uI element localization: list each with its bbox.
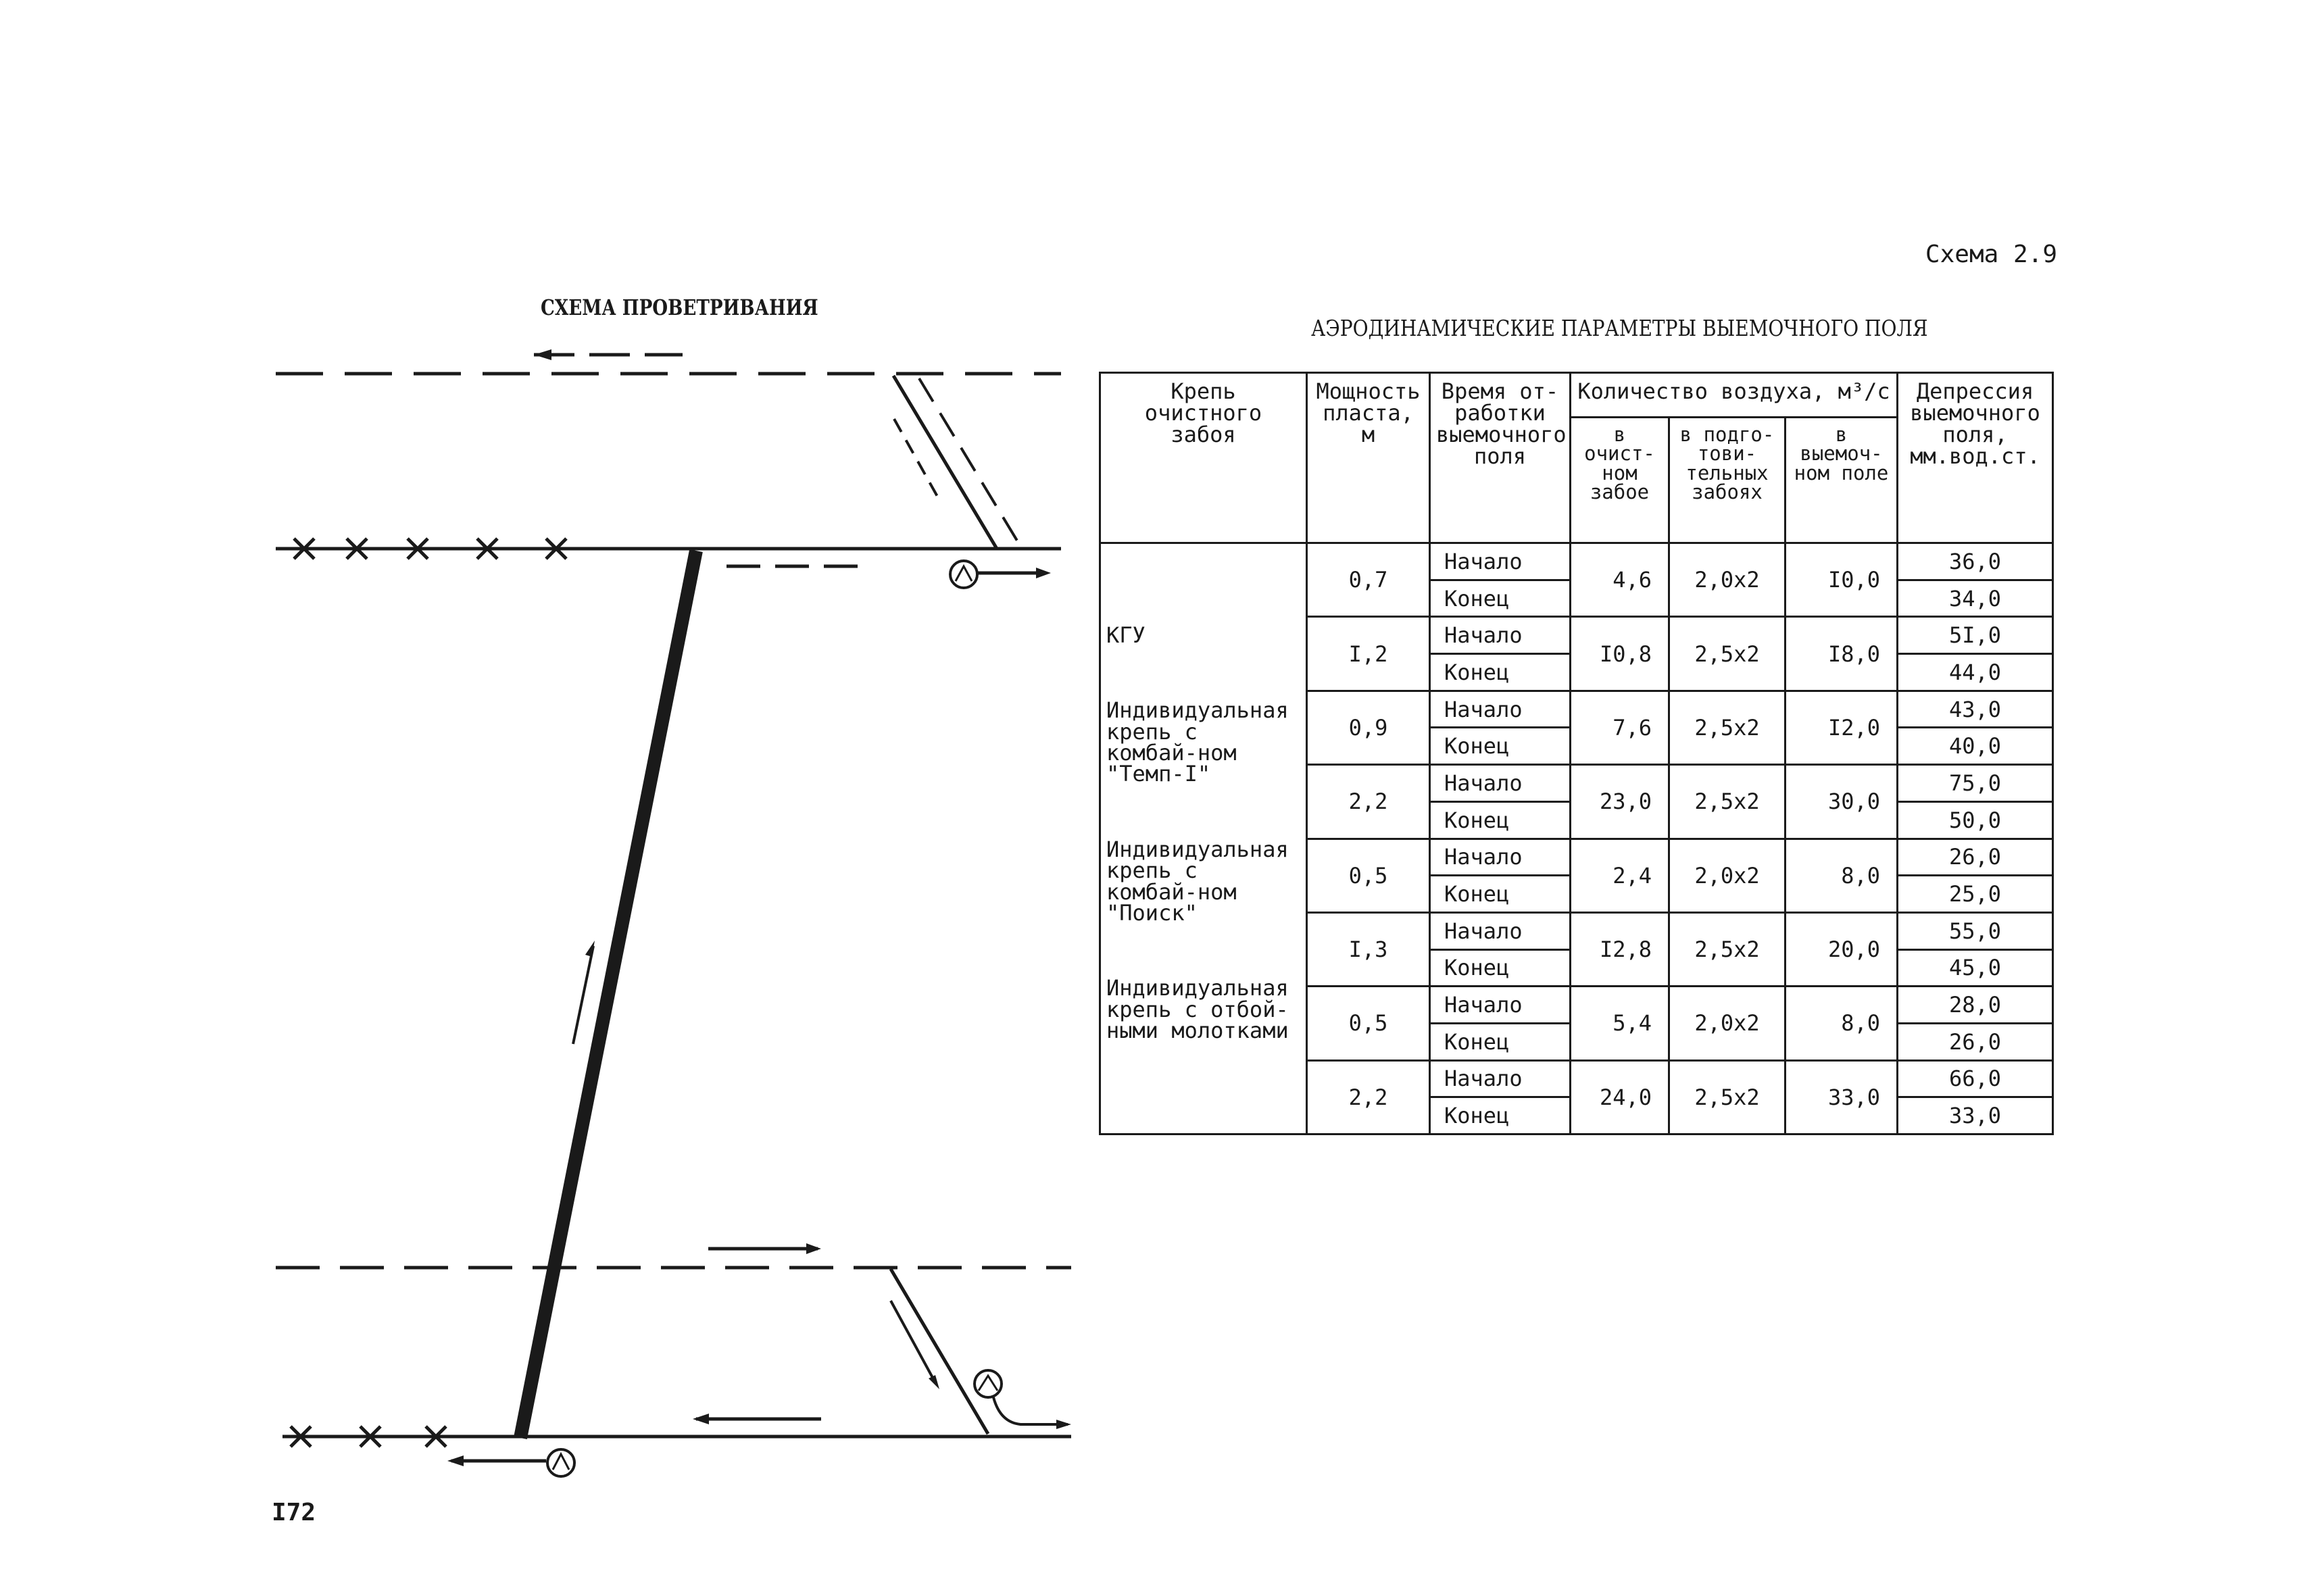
air-field-cell: I2,0 bbox=[1786, 691, 1898, 764]
air-field-cell: 8,0 bbox=[1786, 987, 1898, 1060]
header-thickness: Мощность пласта, м bbox=[1307, 373, 1430, 543]
air-field-cell: 33,0 bbox=[1786, 1060, 1898, 1134]
schema-label: Схема 2.9 bbox=[1925, 241, 2057, 268]
air-face-cell: 2,4 bbox=[1571, 839, 1669, 912]
lower-crosscut bbox=[891, 1269, 988, 1434]
table-body bbox=[1100, 543, 2053, 1134]
phase-cell: Конец bbox=[1430, 1023, 1571, 1060]
table-row bbox=[1100, 543, 2053, 580]
air-field-cell: 8,0 bbox=[1786, 839, 1898, 912]
air-field-cell: I0,0 bbox=[1786, 543, 1898, 617]
air-prep-cell: 2,5x2 bbox=[1669, 1060, 1786, 1134]
air-field-cell: 30,0 bbox=[1786, 765, 1898, 839]
depression-cell: 50,0 bbox=[1898, 801, 2053, 839]
phase-cell: Начало bbox=[1430, 765, 1571, 802]
phase-cell: Конец bbox=[1430, 949, 1571, 987]
thickness-cell: 2,2 bbox=[1307, 765, 1430, 839]
support-type: Индивидуальная крепь с комбай-ном "Темп-I" bbox=[1106, 697, 1289, 787]
air-prep-cell: 2,5x2 bbox=[1669, 691, 1786, 764]
air-prep-cell: 2,5x2 bbox=[1669, 912, 1786, 986]
depression-cell: 55,0 bbox=[1898, 912, 2053, 949]
depression-cell: 44,0 bbox=[1898, 654, 2053, 691]
air-face-cell: 24,0 bbox=[1571, 1060, 1669, 1134]
air-face-cell: I0,8 bbox=[1571, 617, 1669, 691]
phase-cell: Начало bbox=[1430, 691, 1571, 728]
support-type: Индивидуальная крепь с комбай-ном "Поиск" bbox=[1106, 836, 1289, 926]
header-air-prep: в подго-тови-тельных забоях bbox=[1669, 418, 1786, 543]
longwall-face bbox=[520, 551, 696, 1438]
depression-cell: 36,0 bbox=[1898, 543, 2053, 580]
airflow-arrow-diag-up bbox=[894, 419, 939, 500]
phase-cell: Начало bbox=[1430, 1060, 1571, 1097]
phase-cell: Конец bbox=[1430, 876, 1571, 913]
depression-cell: 43,0 bbox=[1898, 691, 2053, 728]
ventilation-diagram bbox=[0, 0, 1095, 1596]
thickness-cell: 0,5 bbox=[1307, 987, 1430, 1060]
depression-cell: 28,0 bbox=[1898, 987, 2053, 1024]
depression-cell: 66,0 bbox=[1898, 1060, 2053, 1097]
phase-cell: Начало bbox=[1430, 912, 1571, 949]
depression-cell: 45,0 bbox=[1898, 949, 2053, 987]
air-prep-cell: 2,0x2 bbox=[1669, 987, 1786, 1060]
table-title: АЭРОДИНАМИЧЕСКИЕ ПАРАМЕТРЫ ВЫЕМОЧНОГО ПОЛЯ bbox=[1311, 315, 1928, 341]
air-face-cell: 4,6 bbox=[1571, 543, 1669, 617]
phase-cell: Начало bbox=[1430, 987, 1571, 1024]
airflow-arrow-diag-low bbox=[891, 1301, 936, 1384]
air-prep-cell: 2,0x2 bbox=[1669, 543, 1786, 617]
air-field-cell: I8,0 bbox=[1786, 617, 1898, 691]
airflow-arrow-face bbox=[573, 946, 593, 1044]
thickness-cell: I,2 bbox=[1307, 617, 1430, 691]
depression-cell: 33,0 bbox=[1898, 1097, 2053, 1134]
page-number: I72 bbox=[272, 1499, 316, 1526]
thickness-cell: 0,7 bbox=[1307, 543, 1430, 617]
phase-cell: Конец bbox=[1430, 728, 1571, 765]
depression-cell: 26,0 bbox=[1898, 1023, 2053, 1060]
depression-cell: 25,0 bbox=[1898, 876, 2053, 913]
phase-cell: Конец bbox=[1430, 801, 1571, 839]
support-types-cell bbox=[1100, 543, 1307, 1134]
air-prep-cell: 2,5x2 bbox=[1669, 617, 1786, 691]
header-air-face: в очист-ном забое bbox=[1571, 418, 1669, 543]
diagram-title: СХЕМА ПРОВЕТРИВАНИЯ bbox=[541, 295, 818, 320]
aerodynamic-parameters-table bbox=[1099, 372, 2054, 1135]
phase-cell: Начало bbox=[1430, 617, 1571, 654]
phase-cell: Конец bbox=[1430, 654, 1571, 691]
goaf-crosses bbox=[291, 539, 566, 1447]
phase-cell: Конец bbox=[1430, 1097, 1571, 1134]
thickness-cell: 0,9 bbox=[1307, 691, 1430, 764]
phase-cell: Конец bbox=[1430, 580, 1571, 617]
thickness-cell: 2,2 bbox=[1307, 1060, 1430, 1134]
air-field-cell: 20,0 bbox=[1786, 912, 1898, 986]
arrowhead bbox=[534, 349, 551, 360]
air-prep-cell: 2,0x2 bbox=[1669, 839, 1786, 912]
air-prep-cell: 2,5x2 bbox=[1669, 765, 1786, 839]
header-time: Время от-работки выемочного поля bbox=[1430, 373, 1571, 543]
header-support: Крепь очистного забоя bbox=[1100, 373, 1307, 543]
header-air: Количество воздуха, м³/с bbox=[1571, 373, 1898, 418]
upper-crosscut-dashed bbox=[919, 378, 1017, 541]
phase-cell: Начало bbox=[1430, 543, 1571, 580]
thickness-cell: 0,5 bbox=[1307, 839, 1430, 912]
air-face-cell: 5,4 bbox=[1571, 987, 1669, 1060]
header-depression: Депрессия выемочного поля, мм.вод.ст. bbox=[1898, 373, 2053, 543]
air-face-cell: 7,6 bbox=[1571, 691, 1669, 764]
depression-cell: 26,0 bbox=[1898, 839, 2053, 876]
thickness-cell: I,3 bbox=[1307, 912, 1430, 986]
air-face-cell: 23,0 bbox=[1571, 765, 1669, 839]
phase-cell: Начало bbox=[1430, 839, 1571, 876]
depression-cell: 40,0 bbox=[1898, 728, 2053, 765]
support-type: Индивидуальная крепь с отбой-ными молотками bbox=[1106, 975, 1289, 1043]
depression-cell: 34,0 bbox=[1898, 580, 2053, 617]
support-type: КГУ bbox=[1106, 622, 1146, 648]
depression-cell: 75,0 bbox=[1898, 765, 2053, 802]
header-air-field: в выемоч-ном поле bbox=[1786, 418, 1898, 543]
depression-cell: 5I,0 bbox=[1898, 617, 2053, 654]
air-face-cell: I2,8 bbox=[1571, 912, 1669, 986]
upper-crosscut bbox=[893, 376, 997, 549]
